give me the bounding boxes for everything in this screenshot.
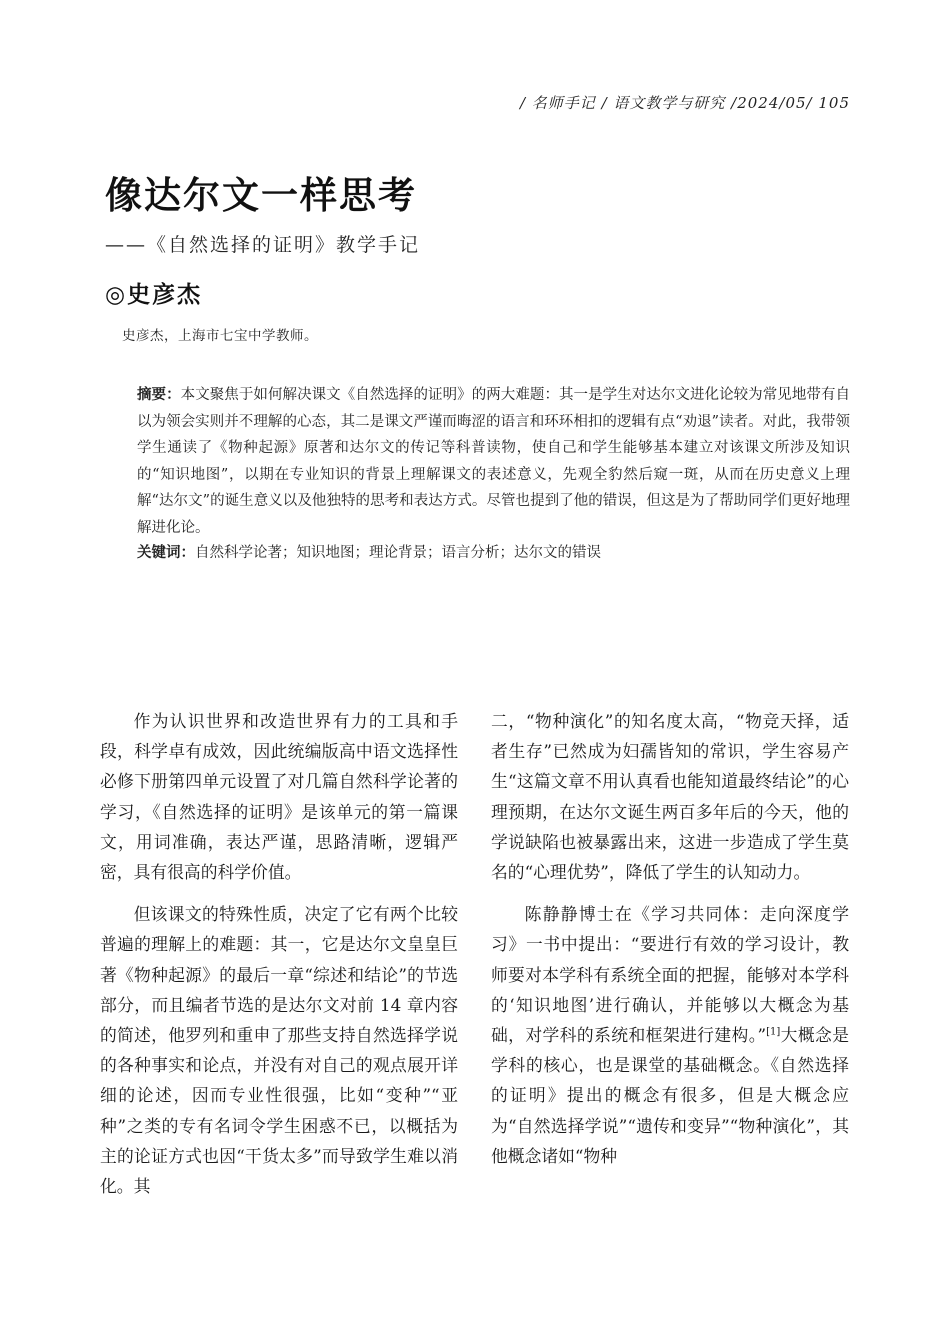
- abstract: [137, 382, 850, 541]
- author-name: ◎史彦杰: [105, 281, 203, 308]
- body-paragraph: 但该课文的特殊性质，决定了它有两个比较普遍的理解上的难题：其一，它是达尔文皇皇巨著《物种起源》的最后一章“综述和结论”的节选部分，而且编者节选的是达尔文对前 14 章内容的简述，他罗列和重申了那些支持自然选择学说的各种事实和论点，并没有对自己的观点展开详细的论述，因而专业性很强，比如“变种”“亚种”之类的专有名词令学生困惑不已，以概括为主的论证方式也因“干货太多”而导致学生难以消化。其: [100, 904, 458, 1197]
- abstract-text: 本文聚焦于如何解决课文《自然选择的证明》的两大难题：其一是学生对达尔文进化论较为常见地带有自以为领会实则并不理解的心态，其二是课文严谨而晦涩的语言和环环相扣的逻辑有点“劝退”读者。对此，我带领学生通读了《物种起源》原著和达尔文的传记等科普读物，使自己和学生能够基本建立对该课文所涉及知识的“知识地图”，以期在专业知识的背景上理解课文的表述意义，先观全豹然后窥一斑，从而在历史意义上理解“达尔文”的诞生意义以及他独特的思考和表达方式。尽管也提到了他的错误，但这是为了帮助同学们更好地理解进化论。: [137, 387, 850, 536]
- body-column-right: [491, 706, 849, 1183]
- body-paragraph-continued: 二，“物种演化”的知名度太高，“物竞天择，适者生存”已然成为妇孺皆知的常识，学生容易产生“这篇文章不用认真看也能知道最终结论”的心理预期，在达尔文诞生两百多年后的今天，他的学说缺陷也被暴露出来，这进一步造成了学生莫名的“心理优势”，降低了学生的认知动力。: [491, 711, 849, 883]
- keywords: [137, 540, 850, 566]
- paragraph-text: 陈静静博士在《学习共同体：走向深度学习》一书中提出：“要进行有效的学习设计，教师要对本学科有系统全面的把握，能够对本学科的‘知识地图’进行确认，并能够以大概念为基础，对学科的系统和框架进行建构。”: [491, 904, 849, 1046]
- keywords-text: 自然科学论著；知识地图；理论背景；语言分析；达尔文的错误: [195, 545, 601, 561]
- running-header: / 名师手记 / 语文教学与研究 /2024/05/ 105: [519, 94, 850, 112]
- author-bio: 史彦杰，上海市七宝中学教师。: [122, 328, 318, 344]
- article-title: 像达尔文一样思考: [105, 174, 417, 217]
- citation-marker: [1]: [766, 1026, 781, 1038]
- body-paragraph: [491, 899, 849, 1171]
- body-column-left: [100, 706, 458, 1213]
- keywords-label: 关键词：: [137, 545, 195, 561]
- paragraph-text: 大概念是学科的核心，也是课堂的基础概念。《自然选择的证明》提出的概念有很多，但是大概念应为“自然选择学说”“遗传和变异”“物种演化”，其他概念诸如“物种: [491, 1025, 849, 1166]
- article-subtitle: ——《自然选择的证明》教学手记: [105, 234, 421, 256]
- body-paragraph: 作为认识世界和改造世界有力的工具和手段，科学卓有成效，因此统编版高中语文选择性必修下册第四单元设置了对几篇自然科学论著的学习，《自然选择的证明》是该单元的第一篇课文，用词准确，表达严谨，思路清晰，逻辑严密，具有很高的科学价值。: [100, 711, 458, 883]
- abstract-label: 摘要：: [137, 387, 181, 403]
